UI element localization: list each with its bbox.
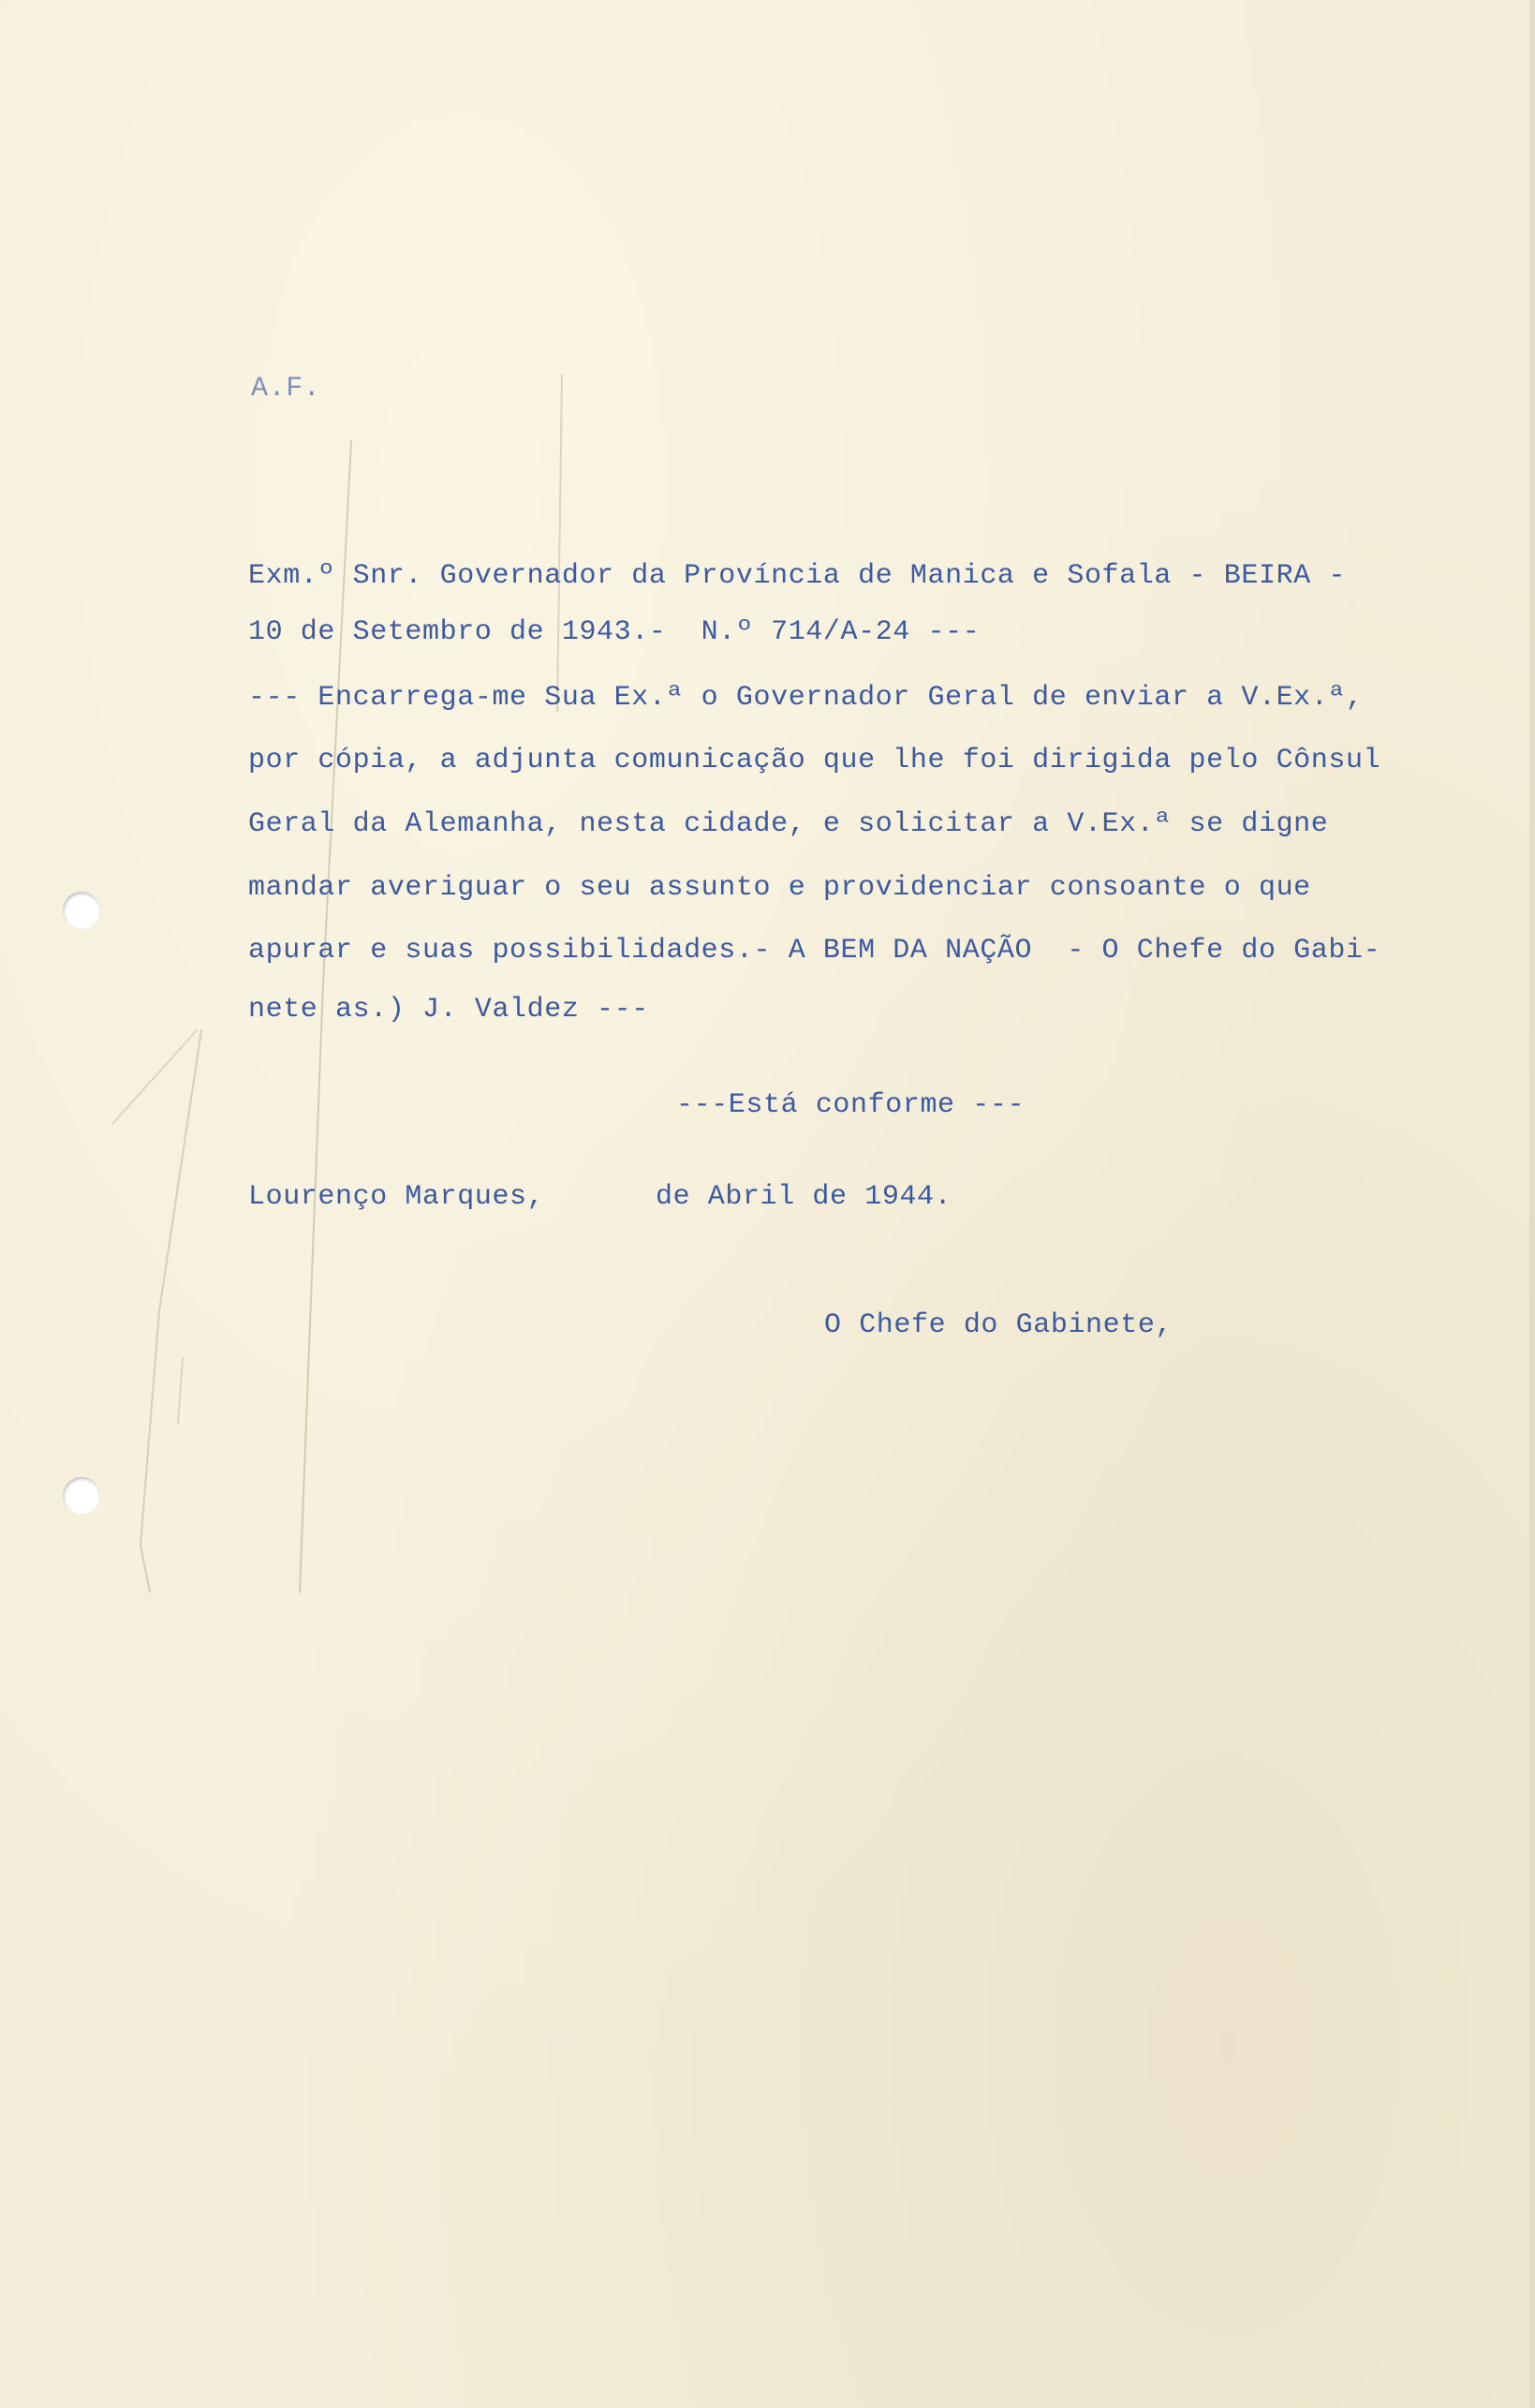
paper-edge — [1529, 0, 1535, 2408]
date-line: de Abril de 1944. — [656, 1181, 952, 1213]
letter-line-2: 10 de Setembro de 1943.- N.º 714/A-24 --- — [248, 616, 981, 648]
letter-line-1: Exm.º Snr. Governador da Província de Manica e Sofala - BEIRA - — [248, 560, 1346, 592]
letter-line-7: apurar e suas possibilidades.- A BEM DA NAÇÃO - O Chefe do Gabi- — [248, 935, 1381, 967]
letter-line-3: --- Encarrega-me Sua Ex.ª o Governador Geral de enviar a V.Ex.ª, — [248, 682, 1364, 714]
letter-line-5: Geral da Alemanha, nesta cidade, e solicitar a V.Ex.ª se digne — [248, 808, 1329, 840]
place-name: Lourenço Marques, — [248, 1181, 545, 1213]
signatory-title: O Chefe do Gabinete, — [824, 1309, 1173, 1341]
letter-line-4: por cópia, a adjunta comunicação que lhe foi dirigida pelo Cônsul — [248, 745, 1381, 776]
letter-line-6: mandar averiguar o seu assunto e providenciar consoante o que — [248, 872, 1311, 904]
punch-hole-icon — [63, 1477, 100, 1514]
header-initials: A.F. — [251, 373, 321, 405]
letter-line-8: nete as.) J. Valdez --- — [248, 994, 649, 1026]
conformity-statement: ---Está conforme --- — [676, 1089, 1026, 1121]
punch-hole-icon — [63, 892, 100, 929]
